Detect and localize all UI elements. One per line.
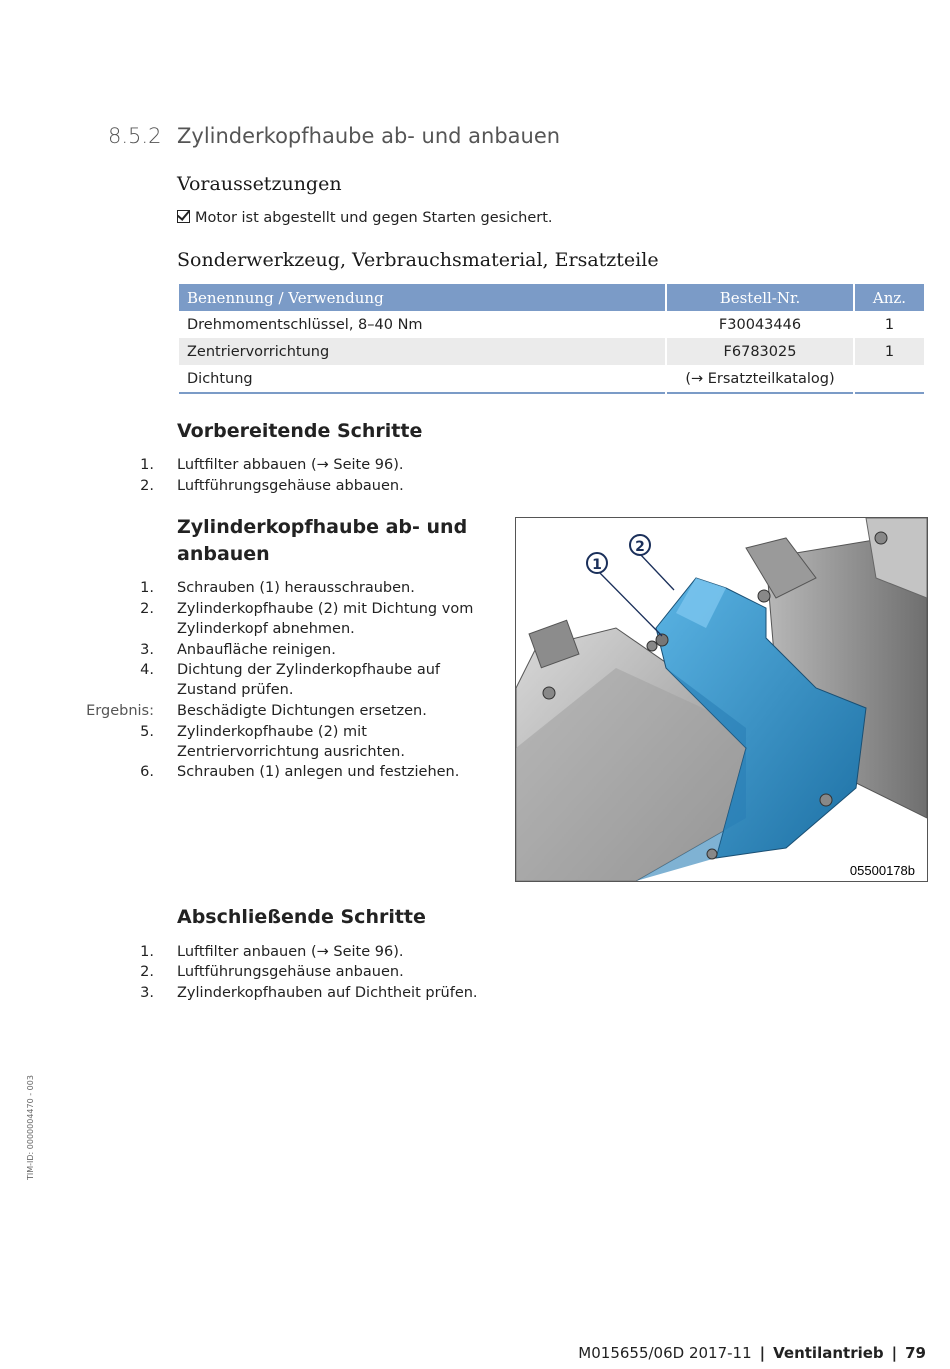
step-text: Schrauben (1) herausschrauben. <box>177 580 415 596</box>
tim-id: TIM-ID: 0000004470 - 003 <box>26 1075 35 1180</box>
step-number: 4. <box>140 662 154 678</box>
table-cell: (→ Ersatzteilkatalog) <box>667 365 853 394</box>
list-item <box>0 476 500 496</box>
table-cell <box>855 365 924 394</box>
list-item <box>0 599 500 639</box>
table-cell: F30043446 <box>718 316 802 333</box>
table-cell: F6783025 <box>667 338 853 365</box>
list-item <box>0 962 500 982</box>
footer-separator: | <box>759 1344 766 1362</box>
main-heading: Zylinderkopfhaube ab- und anbauen <box>177 516 468 565</box>
step-number: 3. <box>140 985 154 1001</box>
footer-chapter: Ventilantrieb <box>773 1344 884 1362</box>
step-text: Zylinderkopfhaube (2) mit Dichtung vom Zylinderkopf abnehmen. <box>177 601 474 637</box>
step-text: Zylinderkopfhauben auf Dichtheit prüfen. <box>177 985 478 1001</box>
step-text: Beschädigte Dichtungen ersetzen. <box>177 703 427 719</box>
callout-2: 2 <box>635 539 645 555</box>
page-number: 79 <box>905 1344 926 1362</box>
column-header-name: Benennung / Verwendung <box>179 284 665 311</box>
list-item <box>0 942 500 962</box>
step-text: Zylinderkopfhaube (2) mit Zentriervorrichtung ausrichten. <box>177 724 405 760</box>
figure-id: 05500178b <box>849 863 915 878</box>
list-item <box>0 455 500 475</box>
step-number: 1. <box>140 457 154 473</box>
step-number: 6. <box>140 764 154 780</box>
cylinder-head-cover-figure <box>515 517 928 882</box>
step-number: 1. <box>140 580 154 596</box>
result-label: Ergebnis: <box>86 703 154 719</box>
step-text: Dichtung der Zylinderkopfhaube auf Zustand prüfen. <box>177 662 441 698</box>
table-header-row <box>179 284 924 311</box>
table-row <box>179 311 924 338</box>
step-number: 5. <box>140 724 154 740</box>
step-number: 2. <box>140 964 154 980</box>
step-number: 2. <box>140 478 154 494</box>
prerequisite-item <box>177 209 553 226</box>
list-item <box>0 578 500 598</box>
page-footer <box>578 1344 926 1362</box>
list-item <box>0 660 500 700</box>
step-number: 3. <box>140 642 154 658</box>
list-item <box>0 983 500 1003</box>
step-text: Luftführungsgehäuse abbauen. <box>177 478 404 494</box>
step-number: 1. <box>140 944 154 960</box>
table-cell: Drehmomentschlüssel, 8–40 Nm <box>187 316 423 333</box>
prerequisite-text: Motor ist abgestellt und gegen Starten gesichert. <box>195 210 553 226</box>
list-item-result <box>0 701 500 721</box>
engine-illustration <box>516 518 927 881</box>
step-text: Luftfilter anbauen (→ Seite 96). <box>177 944 404 960</box>
tools-table <box>177 284 926 394</box>
checkbox-icon <box>177 210 190 223</box>
step-text: Schrauben (1) anlegen und festziehen. <box>177 764 460 780</box>
table-row <box>179 365 924 394</box>
list-item <box>0 640 500 660</box>
column-header-order-no: Bestell-Nr. <box>667 284 853 311</box>
callout-1: 1 <box>592 557 602 573</box>
step-text: Luftführungsgehäuse anbauen. <box>177 964 404 980</box>
preparatory-heading: Vorbereitende Schritte <box>177 420 423 442</box>
step-number: 2. <box>140 601 154 617</box>
footer-doc-id: M015655/06D 2017-11 <box>578 1344 752 1362</box>
footer-separator: | <box>891 1344 898 1362</box>
step-text: Anbaufläche reinigen. <box>177 642 336 658</box>
section-title: Zylinderkopfhaube ab- und anbauen <box>177 124 561 148</box>
table-cell: 1 <box>855 338 924 365</box>
table-cell: 1 <box>884 316 895 333</box>
table-row <box>179 338 924 365</box>
table-cell: Dichtung <box>179 365 665 394</box>
section-number: 8.5.2 <box>108 124 162 148</box>
tools-heading: Sonderwerkzeug, Verbrauchsmaterial, Ersatzteile <box>177 249 659 271</box>
column-header-qty: Anz. <box>855 284 924 311</box>
table-cell: Zentriervorrichtung <box>179 338 665 365</box>
list-item <box>0 762 500 782</box>
prerequisites-heading: Voraussetzungen <box>177 173 342 195</box>
step-text: Luftfilter abbauen (→ Seite 96). <box>177 457 404 473</box>
closing-heading: Abschließende Schritte <box>177 906 426 928</box>
list-item <box>0 722 500 762</box>
